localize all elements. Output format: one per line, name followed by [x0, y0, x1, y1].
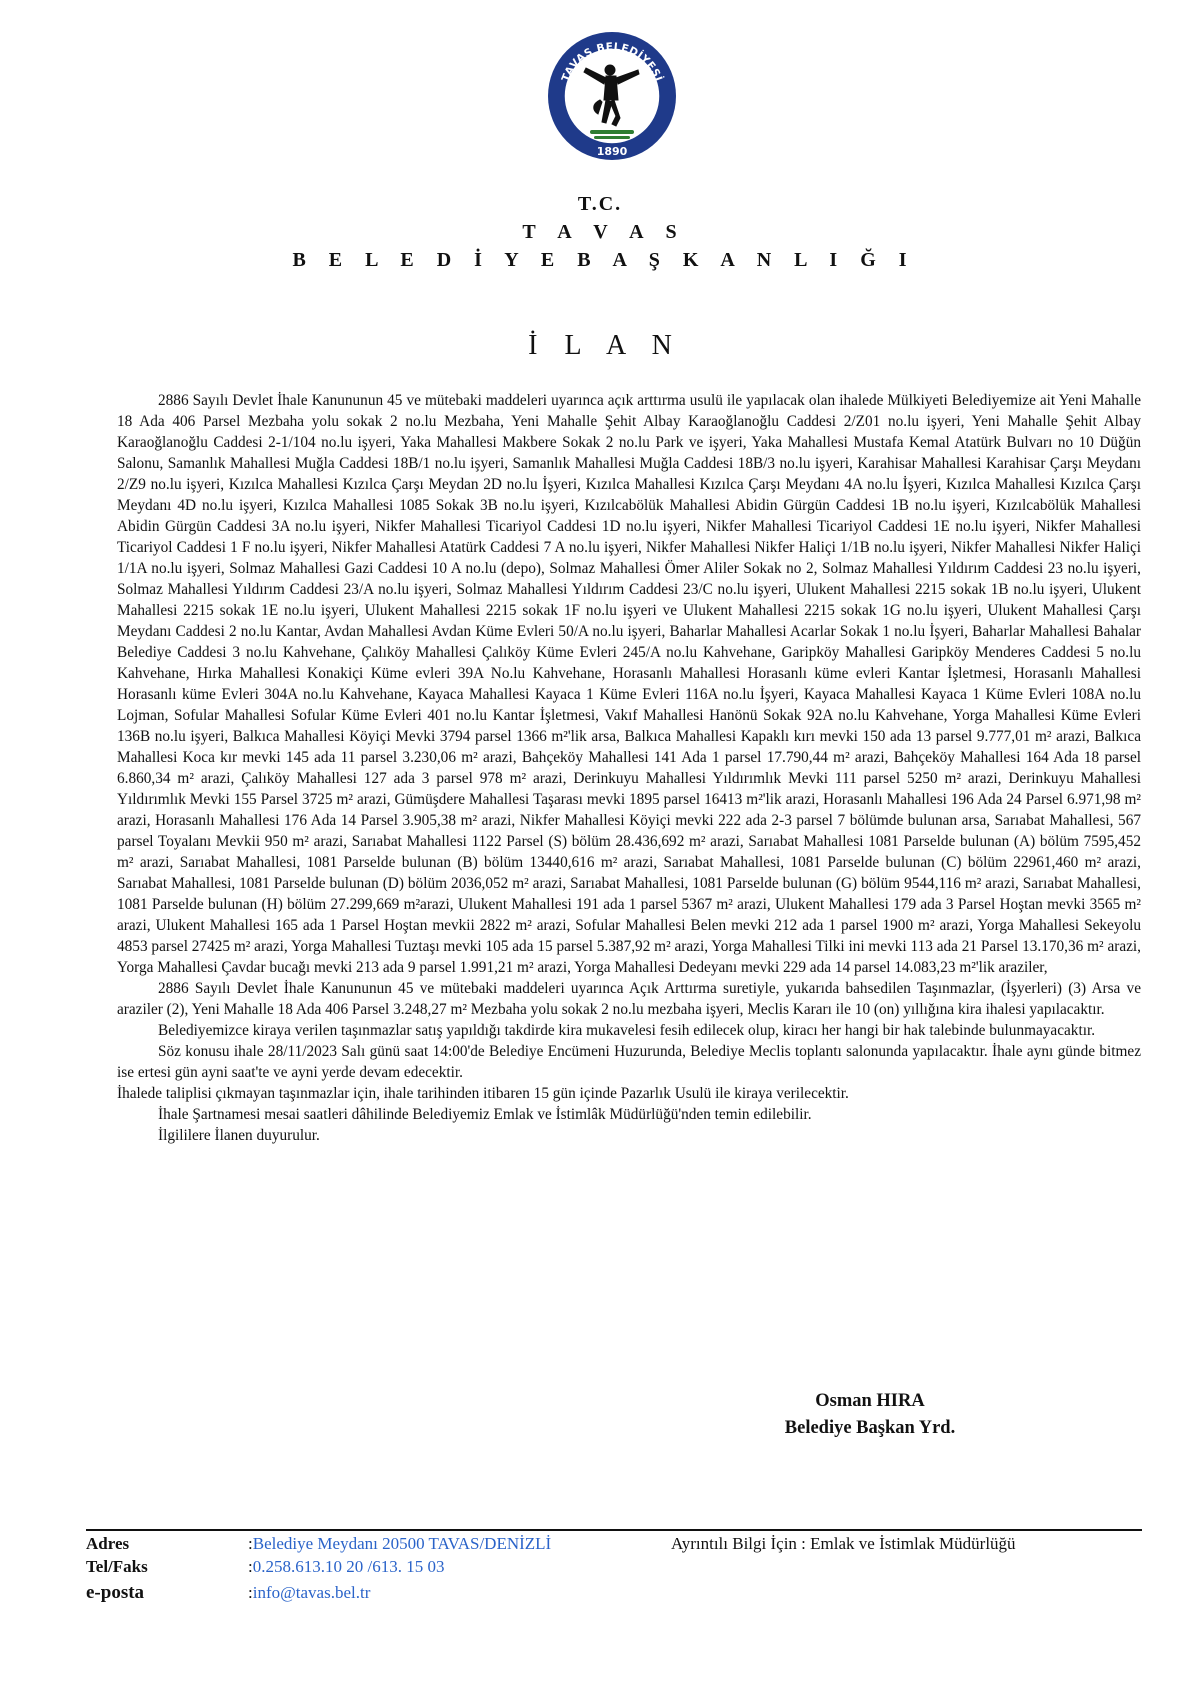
email-label: e-posta — [86, 1582, 145, 1603]
paragraph: İlgililere İlanen duyurulur. — [158, 1127, 320, 1144]
seal-text: TAVAS BELEDİYESİ — [559, 40, 665, 84]
address-text: Belediye Meydanı 20500 TAVAS/DENİZLİ — [252, 1534, 552, 1553]
email-value[interactable]: :info@tavas.bel.tr — [248, 1583, 371, 1602]
announcement-body — [117, 390, 1141, 1146]
document-title: İ L A N — [528, 330, 682, 361]
header-city: T A V A S — [522, 221, 686, 243]
header-tc: T.C. — [577, 193, 623, 215]
tel-text: 0.258.613.10 20 /613. 15 03 — [252, 1557, 445, 1576]
email-link[interactable]: info@tavas.bel.tr — [252, 1583, 371, 1602]
address-label: Adres — [86, 1534, 130, 1553]
seal-icon — [546, 30, 678, 162]
footer-divider — [86, 1529, 1142, 1531]
paragraph: Belediyemizce kiraya verilen taşınmazlar satış yapıldığı takdirde kira mukavelesi fesih edilecek olup, kiracı her hangi bir hak talebinde bulunmayacaktır. — [158, 1022, 1096, 1039]
paragraph: İhalede taliplisi çıkmayan taşınmazlar için, ihale tarihinden itibaren 15 gün içinde Pazarlık Usulü ile kiraya verilecektir. — [117, 1085, 849, 1102]
signature-block — [700, 1388, 1040, 1442]
tel-value: :0.258.613.10 20 /613. 15 03 — [248, 1557, 445, 1576]
municipality-logo — [546, 30, 678, 162]
paragraph: 2886 Sayılı Devlet İhale Kanununun 45 ve mütebaki maddeleri uyarınca açık arttırma usulü ile yapılacak olan ihalede Mülkiyeti Belediyemize ait Yeni Mahalle 18 Ada 406 Parsel Mezbaha yolu sokak 2 no.lu Mezbaha, Yeni Mahalle Şehit Albay Karaoğlanoğlu Caddesi 2/Z01 no.lu işyeri, Yeni Mahalle Şehit Albay Karaoğlanoğlu Caddesi 2-1/104 no.lu işyeri, Yaka Mahallesi Makbere Sokak 2 no.lu Park ve işyeri, Yaka Mahallesi Mustafa Kemal Atatürk Bulvarı no 10 Düğün Salonu, Samanlık Mahallesi Muğla Caddesi 18B/1 no.lu işyeri, Samanlık Mahallesi Muğla Caddesi 18B/3 no.lu işyeri, Karahisar Mahallesi Karahisar Çarşı Meydanı 2/Z9 no.lu işyeri, Kızılca Mahallesi Kızılca Çarşı Meydan 2D no.lu İşyeri, Kızılca Mahallesi Kızılca Çarşı Meydanı 4A no.lu İşyeri, Kızılca Mahallesi Kızılca Çarşı Meydanı 4D no.lu işyeri, Kızılca Mahallesi 1085 Sokak 3B no.lu işyeri, Kızılcabölük Mahallesi Abidin Gürgün Caddesi 1B no.lu işyeri, Kızılcabölük Mahallesi Abidin Gürgün Caddesi 3A no.lu işyeri, Nikfer Mahallesi Ticariyol Caddesi 1D no.lu işyeri, Nikfer Mahallesi Ticariyol Caddesi 1E no.lu işyeri, Nikfer Mahallesi Ticariyol Caddesi 1 F no.lu işyeri, Nikfer Mahallesi Atatürk Caddesi 7 A no.lu işyeri, Nikfer Mahallesi Nikfer Haliçi 1/1B no.lu işyeri, Nikfer Mahallesi Nikfer Haliçi 1/1A no.lu işyeri, Solmaz Mahallesi Gazi Caddesi 10 A no.lu (depo), Solmaz Mahallesi Ömer Aliler Sokak no 2, Solmaz Mahallesi Yıldırım Caddesi 23 no.lu işyeri, Solmaz Mahallesi Yıldırım Caddesi 23/A no.lu işyeri, Solmaz Mahallesi Yıldırım Caddesi 23/C no.lu işyeri, Ulukent Mahallesi 2215 sokak 1B no.lu işyeri, Ulukent Mahallesi 2215 sokak 1E no.lu işyeri, Ulukent Mahallesi 2215 sokak 1F no.lu işyeri ve Ulukent Mahallesi 2215 sokak 1G no.lu işyeri, Ulukent Mahallesi Çarşı Meydanı Caddesi 2 no.lu Kantar, Avdan Mahallesi Avdan Küme Evleri 50/A no.lu işyeri, Baharlar Mahallesi Acarlar Sokak 1 no.lu İşyeri, Baharlar Mahallesi Bahalar Belediye Caddesi 3 no.lu Kahvehane, Çalıköy Mahallesi Çalıköy Küme Evleri 245/A no.lu Kahvehane, Garipköy Mahallesi Garipköy Menderes Caddesi 5 no.lu Kahvehane, Hırka Mahallesi Konakiçi Küme evleri 39A No.lu Kahvehane, Horasanlı Mahallesi Horasanlı küme evleri Kantar İşletmesi, Horasanlı Mahallesi Horasanlı küme Evleri 304A no.lu Kahvehane, Kayaca Mahallesi Kayaca 1 Küme Evleri 116A no.lu İşyeri, Kayaca Mahallesi Kayaca 1 Küme Evleri 108A no.lu Lojman, Sofular Mahallesi Sofular Küme Evleri 401 no.lu Kantar İşletmesi, Vakıf Mahallesi Hanönü Sokak 92A no.lu Kahvehane, Yorga Mahallesi Küme Evleri 136B no.lu işyeri, Balkıca Mahallesi Köyiçi Mevki 3794 parsel 1366 m²'lik arsa, Balkıca Mahallesi Kapaklı kırı mevki 150 ada 13 parsel 9.777,01 m² arazi, Balkıca Mahallesi Koca kır mevki 145 ada 11 parsel 3.230,06 m² arazi, Bahçeköy Mahallesi 141 Ada 1 parsel 17.790,44 m² arazi, Bahçeköy Mahallesi 164 Ada 18 parsel 6.860,34 m² arazi, Çalıköy Mahallesi 127 ada 3 parsel 978 m² arazi, Derinkuyu Mahallesi Yıldırımlık Mevki 111 parsel 5250 m² arazi, Derinkuyu Mahallesi Yıldırımlık Mevki 155 Parsel 3725 m² arazi, Gümüşdere Mahallesi Taşarası mevki 1895 parsel 16413 m²'lik arazi, Horasanlı Mahallesi 196 Ada 24 Parsel 6.971,98 m² arazi, Horasanlı Mahallesi 176 Ada 14 Parsel 3.905,38 m² arazi, Nikfer Mahallesi Köyiçi mevki 222 ada 2-3 parsel 7 bölümde bulunan arsa, Sarıabat Mahallesi, 567 parsel Toyalanı Mevkii 950 m² arazi, Sarıabat Mahallesi 1122 Parsel (S) bölüm 28.436,692 m² arazi, Sarıabat Mahallesi 1081 Parselde bulunan (A) bölüm 7595,452 m² arazi, Sarıabat Mahallesi, 1081 Parselde bulunan (B) bölüm 13440,616 m² arazi, Sarıabat Mahallesi, 1081 Parselde bulunan (C) bölüm 22961,460 m² arazi, Sarıabat Mahallesi, 1081 Parselde bulunan (D) bölüm 2036,052 m² arazi, Sarıabat Mahallesi, 1081 Parselde bulunan (G) bölüm 9544,116 m² arazi, Sarıabat Mahallesi, 1081 Parselde bulunan (H) bölüm 27.299,669 m²arazi, Ulukent Mahallesi 191 ada 1 parsel 5367 m² arazi, Ulukent Mahallesi 179 ada 3 Parsel Hoştan mevki 3565 m² arazi, Ulukent Mahallesi 165 ada 1 Parsel Hoştan mevkii 2822 m² arazi, Sofular Mahallesi Belen mevki 212 ada 1 parsel 1900 m² arazi, Yorga Mahallesi Sekeyolu 4853 parsel 27425 m² arazi, Yorga Mahallesi Tuztaşı mevki 105 ada 15 parsel 5.387,92 m² arazi, Yorga Mahallesi Tilki ini mevki 113 ada 21 Parsel 13.170,36 m² arazi, Yorga Mahallesi Çavdar bucağı mevki 213 ada 9 parsel 1.991,21 m² arazi, Yorga Mahallesi Dedeyanı mevki 229 ada 14 parsel 14.083,23 m²'lik araziler, — [117, 392, 1141, 976]
info-contact: Ayrıntılı Bilgi İçin : Emlak ve İstimlak Müdürlüğü — [671, 1534, 1016, 1553]
paragraph: İhale Şartnamesi mesai saatleri dâhilinde Belediyemiz Emlak ve İstimlâk Müdürlüğü'nden temin edilebilir. — [158, 1106, 812, 1123]
paragraph: Söz konusu ihale 28/11/2023 Salı günü saat 14:00'de Belediye Encümeni Huzurunda, Belediye Meclis toplantı salonunda yapılacaktır. İhale aynı günde bitmez ise ertesi gün ayni saat'te ve ayni yerde devam edecektir. — [117, 1043, 1141, 1081]
signer-name: Osman HIRA — [815, 1391, 925, 1411]
tel-label: Tel/Faks — [86, 1557, 148, 1576]
address-value: :Belediye Meydanı 20500 TAVAS/DENİZLİ — [248, 1534, 552, 1553]
signer-title: Belediye Başkan Yrd. — [784, 1418, 956, 1438]
header-office: B E L E D İ Y E B A Ş K A N L I Ğ I — [292, 249, 916, 271]
paragraph: 2886 Sayılı Devlet İhale Kanununun 45 ve mütebaki maddeleri uyarınca Açık Arttırma suretiyle, yukarıda bahsedilen Taşınmazlar, (İşyerleri) (3) Arsa ve araziler (2), Yeni Mahalle 18 Ada 406 Parsel 3.248,27 m² Mezbaha yolu sokak 2 no.lu mezbaha işyeri, Meclis Kararı ile 10 (on) yıllığına kira ihalesi yapılacaktır. — [117, 980, 1141, 1018]
seal-year: 1890 — [596, 145, 628, 158]
